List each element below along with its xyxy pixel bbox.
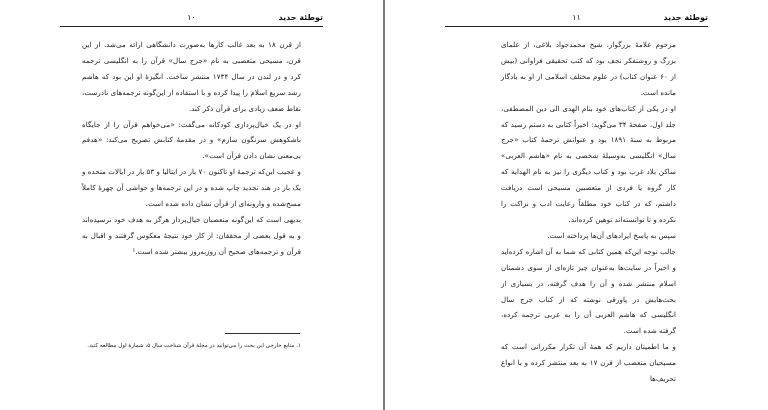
page-header: [445, 12, 708, 27]
page-number: ۱۰: [187, 13, 196, 22]
paragraph: سپس به پاسخ ایرادهای آن‌ها پرداخته است.: [547, 230, 676, 240]
page-header: [60, 12, 323, 27]
header-title: توطئة جدید: [278, 13, 323, 22]
footnote: ۱. منابع خارجی این بحث را می‌توانید در مجلهٔ قرآن شناخت سال ۵، شمارهٔ اول مطالعه کنید.: [87, 343, 301, 349]
paragraph: و عجیب این‌که ترجمهٔ او تاکنون ۷۰ بار در ایتالیا و ۵۳ بار در ایالات متحده و یک بار در هند تجدید چاپ شده و در این ترجمه‌ها و حواشی آن چهرهٔ کاملاً مسخ‌شده و وارونه‌ای از قرآن نشان داده شده است.: [82, 167, 301, 209]
paragraph: او در یکی از کتاب‌های خود بنام الهدی الی دین المصطفی، جلد اول، صفحهٔ ۳۴ می‌گوید: اخیراً کتابی به دستم رسید که مربوط به سنهٔ ۱۸۹۱ بود و عنوانش ترجمهٔ کتاب «جرج سال» انگلیسی به‌وسیلهٔ شخصی به نام «هاشم العربی» ساکن بلاد غرب بود و کتاب دیگری را نیز به نام الهدایة که کار گروه یا فردی از متعصبین مسیحی است دریافت داشتم، که در کتاب خود مطلقاً رعایت ادب و نزاکت را نکرده و تا توانسته‌اند توهین کرده‌اند.: [501, 103, 676, 224]
right-page: [385, 0, 768, 410]
paragraph: مرحوم علامهٔ بزرگوار، شیخ محمدجواد بلاغی، از علمای بزرگ و روشنفکر نجف بود که کتب تحقیقی فراوانی (بیش از ۶۰ عنوان کتاب) در علوم مختلف اسلامی از او به یادگار مانده است.: [501, 40, 676, 97]
paragraph: جالب توجه این‌که همین کتابی که شما به آن اشاره کرده‌اید و اخیراً در سایت‌ها به‌عنوان چیز تازه‌ای از سوی دشمنان اسلام منتشر شده و آن را هدف گرفته، در بسیاری از بحث‌هایش در پاورقی نوشته که از کتاب جرج سال انگلیسی که هاشم العربی آن را به عربی ترجمه کرده، گرفته شده است.: [501, 246, 676, 336]
left-page: [0, 0, 383, 410]
paragraph: و ما اطمینان داریم که همهٔ آن تکرار مکرراتی است که مسیحیان متعصب از قرن ۱۷ به بعد منتشر کرده و با انواع تحریف‌ها: [501, 342, 676, 384]
paragraph: بدیهی است که این‌گونه متعصبان خیال‌پرداز هرگز به هدف خود نرسیده‌اند و به قول بعضی از محققان: از کار خود نتیجهٔ معکوس گرفتند و اقبال به قرآن و ترجمه‌های صحیح آن روزبه‌روز بیشتر شده است.¹: [82, 214, 301, 256]
page-number: ۱۱: [572, 13, 581, 22]
page-body: [82, 37, 301, 260]
header-title: توطئة جدید: [663, 13, 708, 22]
paragraph: او در یک خیال‌پردازی کودکانه می‌گفت: «می‌خواهم قرآن را از جایگاه باشکوهش سرنگون سازم» و در مقدمهٔ کتابش تصریح می‌کند: «هدفم بی‌معنی نشان دادن قرآن است».: [82, 119, 301, 161]
footnote-divider: [225, 333, 300, 334]
page-body: [501, 37, 676, 387]
paragraph: از قرن ۱۸ به بعد غالب کارها به‌صورت دانشگاهی ارائه می‌شد. از این قرن، مسیحی متعصبی به نام «جرج سال» قرآن را به انگلیسی ترجمه کرد و در لندن در سال ۱۷۳۴ منتشر ساخت. انگیزهٔ او این بود که هاشم رشد سریع اسلام را پیدا کرده و با استفاده از این‌گونه ترجمه‌های نادرست، نقاط ضعف زیادی برای قرآن ذکر کند.: [82, 40, 301, 113]
